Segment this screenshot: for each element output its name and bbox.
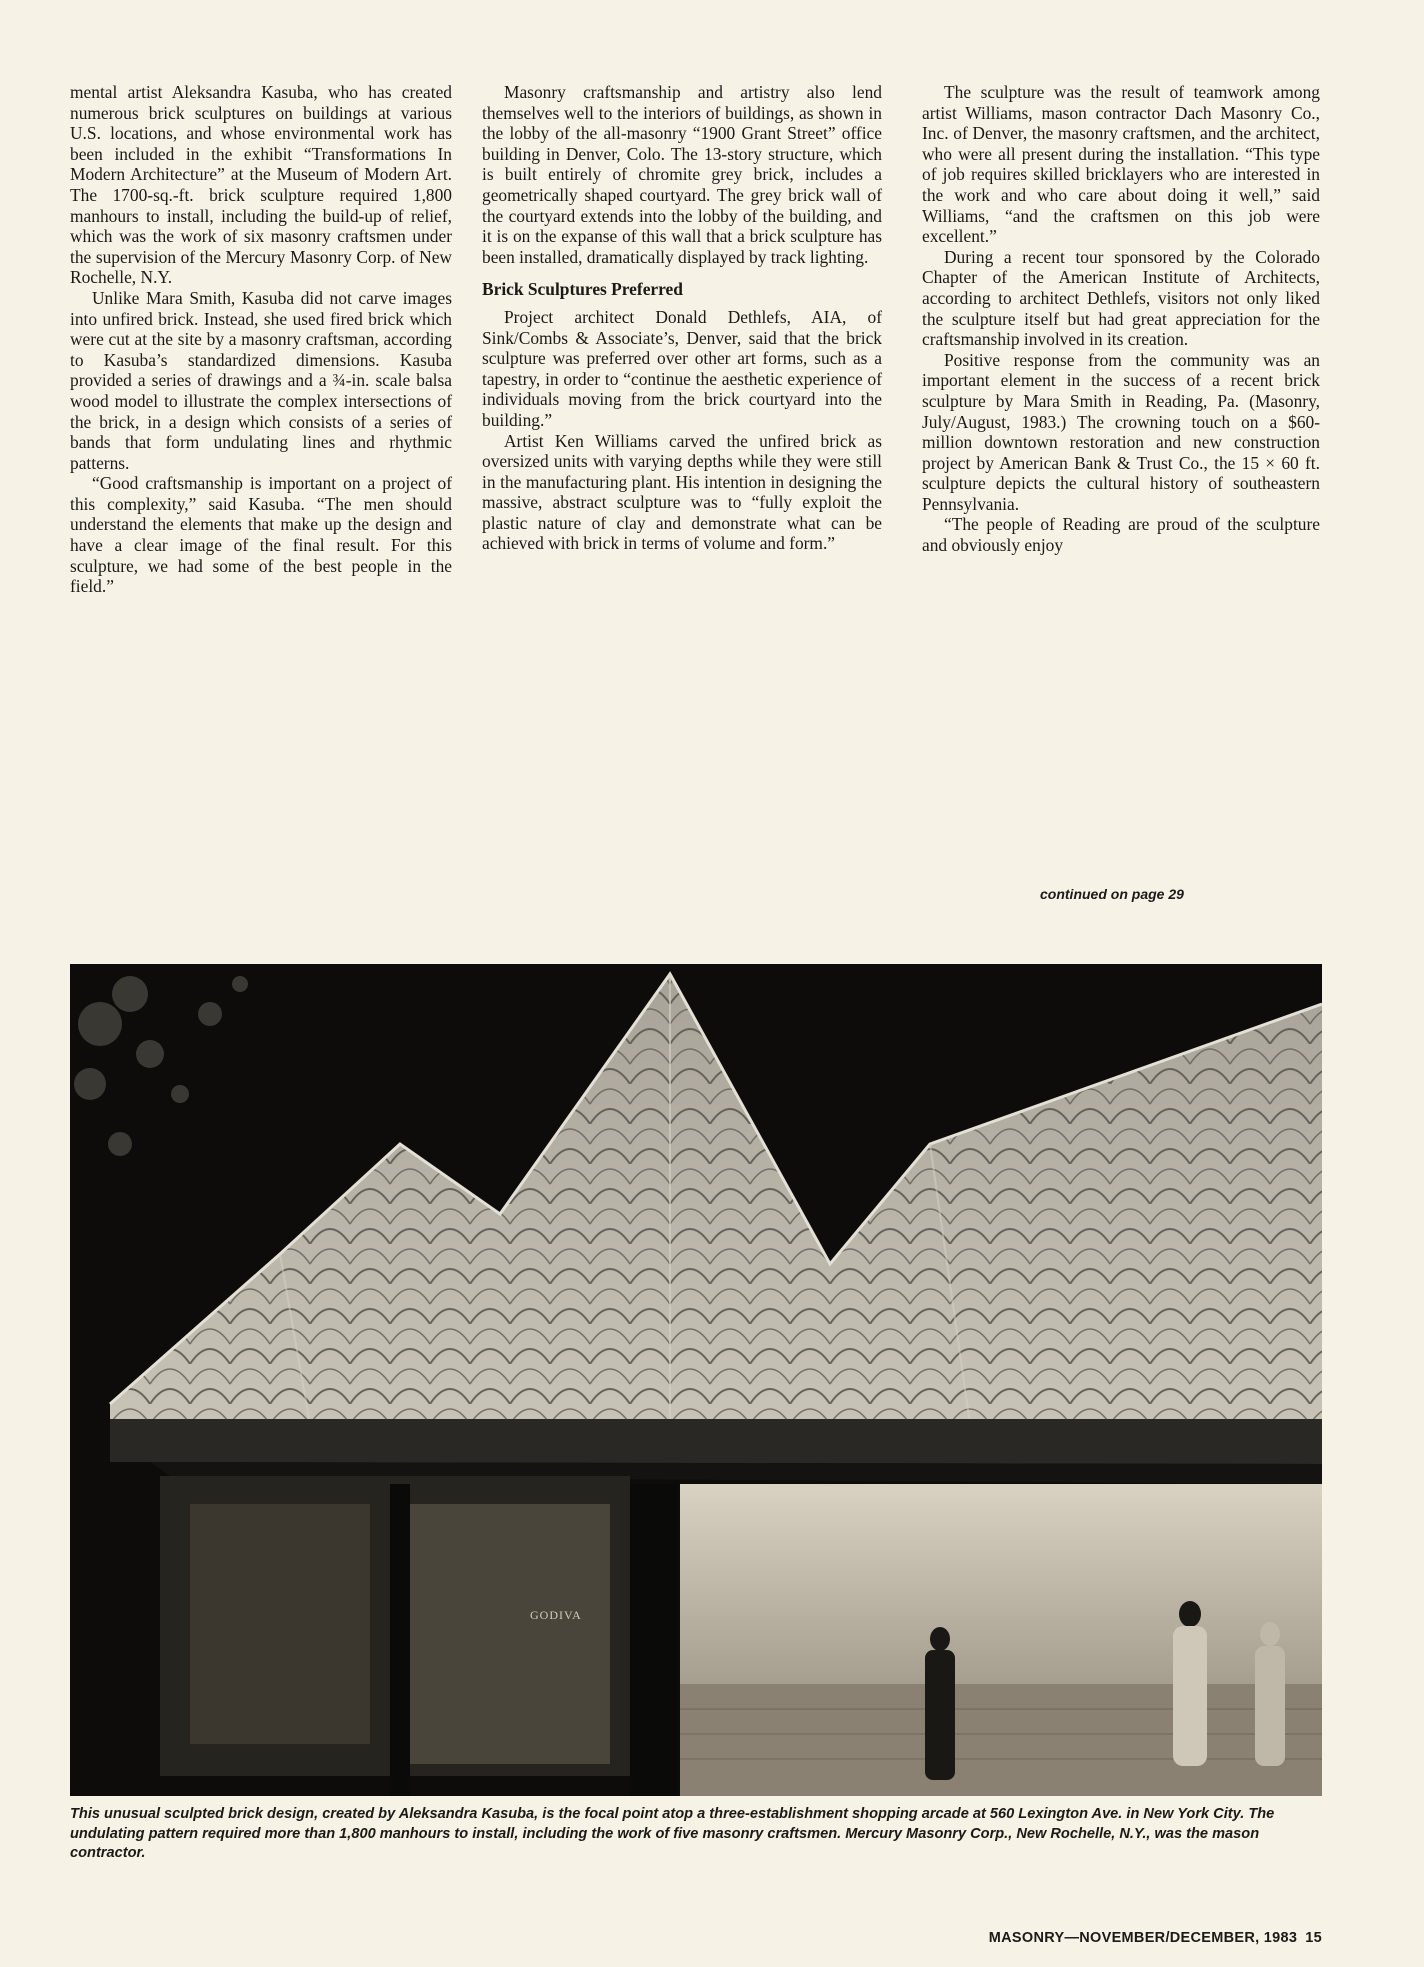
photo-illustration xyxy=(70,964,1322,1796)
paragraph: “The people of Reading are proud of the sculpture and obviously enjoy xyxy=(922,514,1320,556)
page-number: 15 xyxy=(1305,1930,1322,1946)
paragraph: Unlike Mara Smith, Kasuba did not carve images into unfired brick. Instead, she used fired brick which were cut at the site by a masonry craftsman, according to Kasuba’s standardized dimensions. Kasuba provided a series of drawings and a ¾-in. scale balsa wood model to illustrate the complex intersections of the brick, in a design which consists of a series of bands that form undulating lines and rhythmic patterns. xyxy=(70,287,452,473)
photo-caption: This unusual sculpted brick design, created by Aleksandra Kasuba, is the focal point atop a three-establishment shopping arcade at 560 Lexington Ave. in New York City. The undulating pattern required more than 1,800 manhours to install, including the work of five masonry craftsmen. Mercury Masonry Corp., New Rochelle, N.Y., was the mason contractor. xyxy=(70,1806,1275,1862)
article-column-2 xyxy=(482,82,882,554)
column-pillar xyxy=(630,1484,678,1796)
paragraph: Masonry craftsmanship and artistry also lend themselves well to the interiors of buildings, as shown in the lobby of the all-masonry “1900 Grant Street” office building in Denver, Colo. The 13-story structure, which is built entirely of chromite grey brick, includes a geometrically shaped courtyard. The grey brick wall of the courtyard extends into the lobby of the building, and it is on the expanse of this wall that a brick sculpture has been installed, dramatically displayed by track lighting. xyxy=(482,82,882,267)
article-column-1 xyxy=(70,82,452,597)
paragraph: Artist Ken Williams carved the unfired brick as oversized units with varying depths while they were still in the manufacturing plant. His intention in designing the massive, abstract sculpture was to “fully exploit the plastic nature of clay and demonstrate what can be achieved with brick in terms of volume and form.” xyxy=(482,430,882,554)
storefronts xyxy=(160,1476,1322,1796)
canopy-fascia xyxy=(110,1419,1322,1464)
store-sign: GODIVA xyxy=(530,1608,582,1622)
sculpture-photo xyxy=(70,964,1322,1796)
paragraph: During a recent tour sponsored by the Colorado Chapter of the American Institute of Architects, according to architect Dethlefs, visitors not only liked the sculpture itself but had great appreciation for the craftsmanship involved in its creation. xyxy=(922,246,1320,350)
article-column-3 xyxy=(922,82,1320,556)
continued-note: continued on page 29 xyxy=(1040,886,1184,902)
page-footer xyxy=(820,1930,1322,1946)
paragraph: Project architect Donald Dethlefs, AIA, of Sink/Combs & Associate’s, Denver, said that the brick sculpture was preferred over other art forms, such as a tapestry, in order to “continue the aesthetic experience of individuals moving from the brick courtyard into the building.” xyxy=(482,306,882,430)
paragraph: mental artist Aleksandra Kasuba, who has created numerous brick sculptures on buildings at various U.S. locations, and whose environmental work has been included in the exhibit “Transformations In Modern Architecture” at the Museum of Modern Art. The 1700-sq.-ft. brick sculpture required 1,800 manhours to install, including the build-up of relief, which was the work of six masonry craftsmen under the supervision of the Mercury Masonry Corp. of New Rochelle, N.Y. xyxy=(70,82,452,288)
paragraph: “Good craftsmanship is important on a project of this complexity,” said Kasuba. “The men should understand the elements that make up the design and have a clear image of the final result. For this sculpture, we had some of the best people in the field.” xyxy=(70,473,452,597)
section-subheading: Brick Sculptures Preferred xyxy=(482,279,683,300)
running-head: MASONRY—NOVEMBER/DECEMBER, 1983 xyxy=(988,1930,1298,1946)
paragraph: The sculpture was the result of teamwork among artist Williams, mason contractor Dach Masonry Co., Inc. of Denver, the masonry craftsmen, and the architect, who were all present during the installation. “This type of job requires skilled bricklayers who are interested in the work and who care about doing it well,” said Williams, “and the craftsmen on this job were excellent.” xyxy=(922,82,1320,247)
paragraph: Positive response from the community was an important element in the success of a recent brick sculpture by Mara Smith in Reading, Pa. (Masonry, July/August, 1983.) The crowning touch on a $60-million downtown restoration and new construction project by American Bank & Trust Co., the 15 × 60 ft. sculpture depicts the cultural history of southeastern Pennsylvania. xyxy=(922,349,1320,514)
